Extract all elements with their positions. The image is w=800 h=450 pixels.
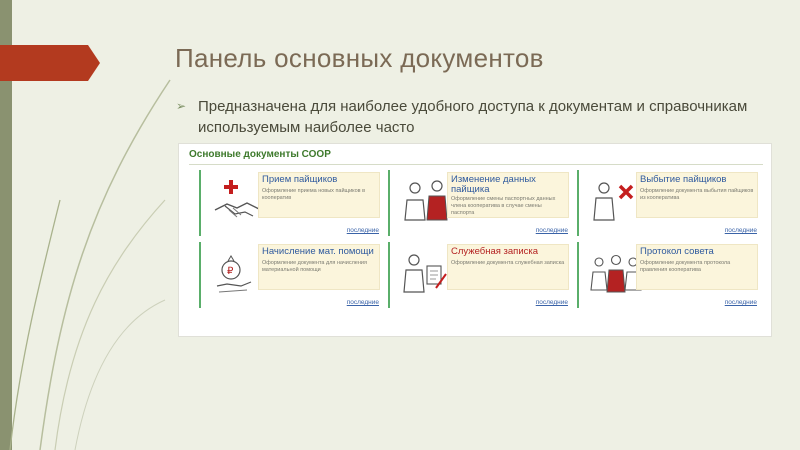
- bullet-arrow-icon: ➢: [176, 99, 187, 113]
- card-description: Оформление документа служебная записка: [451, 260, 565, 266]
- recent-link[interactable]: последние: [346, 299, 379, 306]
- card-priem-payshchikov[interactable]: [199, 170, 381, 236]
- card-izmenenie-dannykh[interactable]: [388, 170, 570, 236]
- recent-link[interactable]: последние: [346, 227, 379, 234]
- card-title[interactable]: Выбытие пайщиков: [640, 174, 727, 185]
- card-protokol-soveta[interactable]: [577, 242, 759, 308]
- card-description: Оформление документа для начисления материальной помощи: [262, 260, 367, 273]
- bullet-text: Предназначена для наиболее удобного доступа к документам и справочникам используемым наиболее часто: [198, 98, 748, 136]
- card-title[interactable]: Прием пайщиков: [262, 174, 338, 185]
- card-sluzhebnaya-zapiska[interactable]: [388, 242, 570, 308]
- card-nachislenie-pomoshchi[interactable]: [199, 242, 381, 308]
- recent-link[interactable]: последние: [724, 299, 757, 306]
- panel-divider: [189, 164, 763, 165]
- card-title[interactable]: Служебная записка: [451, 246, 539, 257]
- recent-link[interactable]: последние: [535, 227, 568, 234]
- page-title: Панель основных документов: [175, 43, 544, 73]
- recent-link[interactable]: последние: [724, 227, 757, 234]
- card-title[interactable]: Начисление мат. помощи: [262, 246, 374, 257]
- card-title[interactable]: Изменение данных пайщика: [451, 174, 536, 195]
- title-banner: [0, 45, 100, 81]
- card-description: Оформление смены паспортных данных члена кооператива в случае смены паспорта: [451, 196, 556, 216]
- card-title[interactable]: Протокол совета: [640, 246, 714, 257]
- documents-panel: [178, 143, 772, 337]
- card-description: Оформление документа протокола правления кооператива: [640, 260, 731, 273]
- card-description: Оформление документа выбытия пайщиков из кооператива: [640, 188, 754, 201]
- svg-text:₽: ₽: [227, 266, 234, 277]
- card-vybytie-payshchikov[interactable]: [577, 170, 759, 236]
- card-description: Оформление приема новых пайщиков в кооператив: [262, 188, 366, 201]
- recent-link[interactable]: последние: [535, 299, 568, 306]
- panel-header[interactable]: Основные документы СООР: [189, 149, 331, 160]
